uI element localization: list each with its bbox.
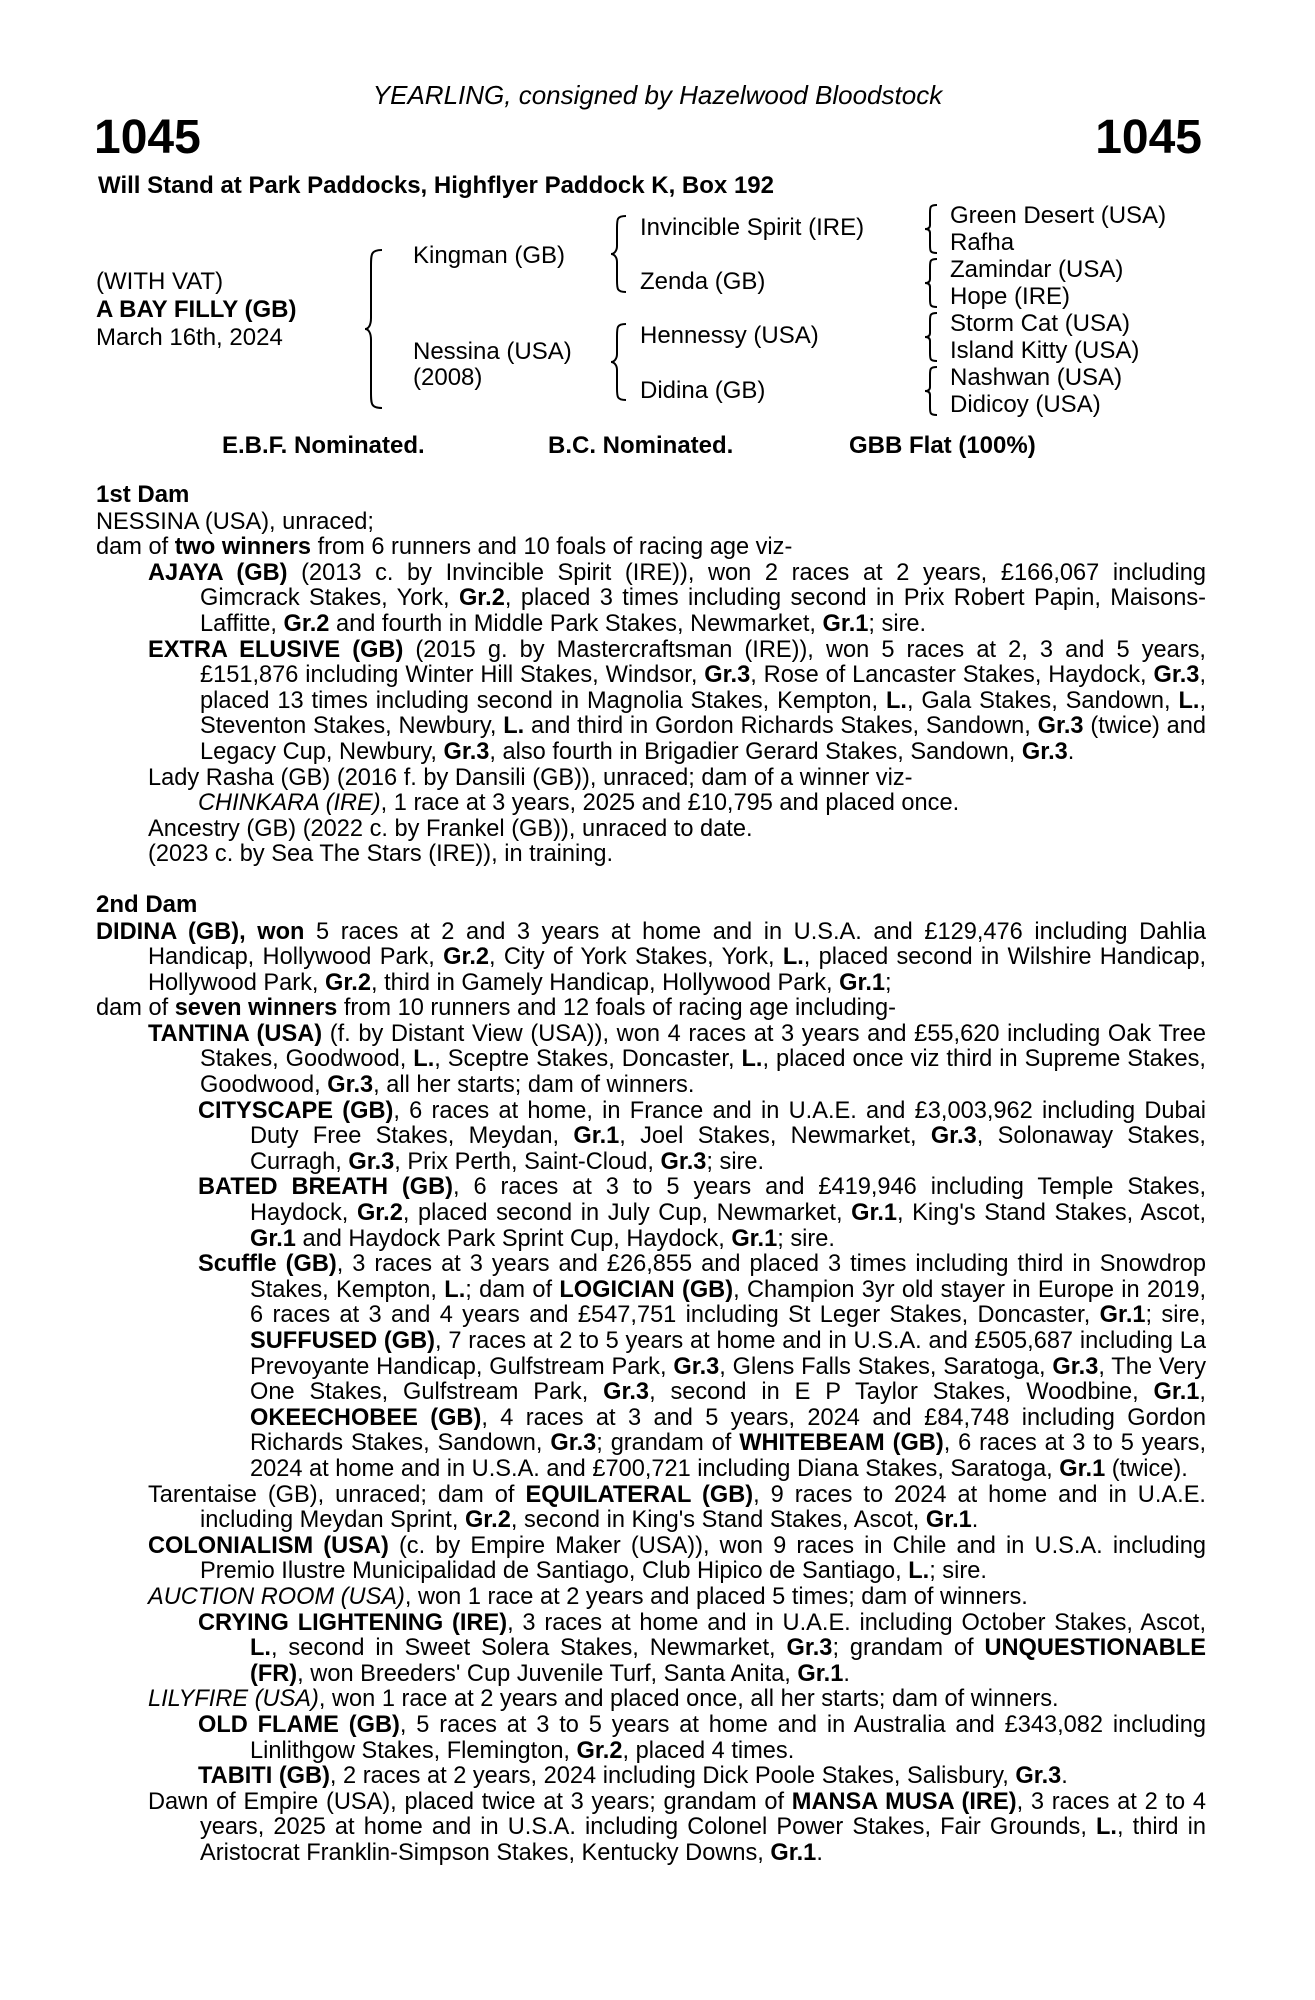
text-run: , placed second in Wilshire Handicap, Hollywood Park,: [148, 944, 1207, 996]
text-run: from 6 runners and 10 foals of racing age viz-: [311, 534, 793, 561]
text-run: Ancestry (GB) (2022 c. by Frankel (GB)), unraced to date.: [148, 815, 753, 842]
dam-sire: Hennessy (USA): [640, 322, 819, 349]
text-run: 5 races at 2 and 3 years at home and in U.S.A. and £129,476 including Dahlia Handicap, Hollywood Park,: [148, 918, 1206, 971]
lot-number-left: 1045: [94, 111, 201, 164]
pedigree-brace-g2: [924, 257, 940, 309]
text-run: CRYING LIGHTENING (IRE): [198, 1609, 508, 1636]
pedigree-brace-sire: [610, 214, 630, 294]
text-run: , second in E P Taylor Stakes, Woodbine,: [649, 1379, 1154, 1406]
text-run: ; grandam of: [596, 1430, 740, 1457]
text-run: , 7 races at 2 to 5 years at home and in U.S.A. and £505,687 including La Prevoyante Handicap, Gulfstream Park,: [250, 1328, 1207, 1380]
gbb-status: GBB Flat (100%): [849, 432, 1036, 459]
g-island-kitty: Island Kitty (USA): [950, 337, 1140, 364]
text-run: AJAYA (GB): [148, 559, 288, 586]
text-run: OKEECHOBEE (GB): [250, 1404, 482, 1431]
text-run: (2015 g. by Mastercraftsman (IRE)), won 5 races at 2, 3 and 5 years, £151,876 including Winter Hill Stakes, Windsor,: [200, 636, 1206, 689]
text-run: L.: [782, 944, 804, 971]
text-run: OLD FLAME (GB): [198, 1711, 400, 1738]
text-run: , placed 13 times including second in Magnolia Stakes, Kempton,: [200, 662, 1206, 714]
first-dam-heading: 1st Dam: [96, 481, 190, 508]
text-run: , placed once viz third in Supreme Stakes, Goodwood,: [200, 1046, 1206, 1099]
text-run: Gr.3: [1015, 1763, 1062, 1790]
text-run: (twice).: [1105, 1455, 1188, 1482]
text-run: L.: [1178, 687, 1200, 714]
text-run: ; grandam of: [832, 1635, 985, 1662]
text-run: Gr.1: [1059, 1455, 1106, 1482]
text-run: Gr.1: [250, 1225, 296, 1252]
dam-entry: [96, 510, 1206, 536]
text-run: , The Very One Stakes, Gulfstream Park,: [250, 1353, 1206, 1406]
text-run: , 3 races at home and in U.A.E. including October Stakes, Ascot,: [507, 1609, 1206, 1636]
text-run: ; sire.: [868, 610, 927, 637]
text-run: Gr.1: [822, 610, 869, 637]
ebf-nomination: E.B.F. Nominated.: [222, 432, 425, 459]
text-run: .: [816, 1839, 823, 1866]
text-run: Tarentaise (GB), unraced; dam of: [148, 1481, 526, 1508]
text-run: ; sire.: [706, 1148, 765, 1175]
text-run: , 9 races to 2024 at home and in U.A.E. including Meydan Sprint,: [200, 1481, 1206, 1534]
text-run: , second in King's Stand Stakes, Ascot,: [510, 1507, 926, 1534]
text-run: EQUILATERAL (GB): [525, 1481, 754, 1508]
text-run: , placed 3 times including second in Prix Robert Papin, Maisons-Laffitte,: [200, 585, 1206, 637]
g-zamindar: Zamindar (USA): [950, 256, 1124, 283]
sire-dam: Zenda (GB): [640, 268, 766, 295]
produce-entry: [96, 1534, 1206, 1585]
produce-entry: [96, 638, 1206, 766]
text-run: (c. by Empire Maker (USA)), won 9 races in Chile and in U.S.A. including Premio Ilustre Municipalidad de Santiago, Club Hipico de Santiago,: [200, 1532, 1206, 1585]
text-run: Gr.3: [1153, 662, 1200, 689]
text-run: ; sire.: [777, 1225, 835, 1252]
text-run: , placed second in July Cup, Newmarket,: [402, 1200, 852, 1227]
text-run: , City of York Stakes, York,: [489, 944, 783, 971]
sire-sire: Invincible Spirit (IRE): [640, 214, 865, 241]
text-run: , Steventon Stakes, Newbury,: [200, 687, 1206, 740]
text-run: dam of: [96, 995, 175, 1022]
text-run: Gr.2: [283, 610, 330, 637]
text-run: Gr.1: [573, 1123, 620, 1150]
text-run: , Gala Stakes, Sandown,: [906, 687, 1179, 714]
text-run: Dawn of Empire (USA), placed twice at 3 years; grandam of: [148, 1788, 792, 1815]
text-run: , won 1 race at 2 years and placed once, all her starts; dam of winners.: [318, 1686, 1059, 1713]
text-run: EXTRA ELUSIVE (GB): [148, 636, 404, 663]
text-run: .: [843, 1660, 850, 1687]
text-run: , 3 races at 2 to 4 years, 2025 at home and in U.S.A. including Colonel Power Stakes, Fair Grounds,: [200, 1788, 1206, 1841]
g-storm-cat: Storm Cat (USA): [950, 310, 1131, 337]
consignment-line: YEARLING, consigned by Hazelwood Bloodstock: [372, 80, 943, 110]
text-run: Gr.2: [458, 585, 505, 612]
g-rafha: Rafha: [950, 229, 1015, 256]
pedigree-brace-dam: [610, 322, 630, 402]
g-green-desert: Green Desert (USA): [950, 202, 1167, 229]
produce-entry: [96, 1585, 1206, 1611]
text-run: Gr.1: [797, 1660, 844, 1687]
produce-entry: [96, 766, 1206, 792]
text-run: and Haydock Park Sprint Cup, Haydock,: [295, 1225, 732, 1252]
produce-entry: [96, 1483, 1206, 1534]
text-run: , Solonaway Stakes, Curragh,: [250, 1123, 1206, 1175]
g-didicoy: Didicoy (USA): [950, 391, 1101, 418]
text-run: CITYSCAPE (GB): [198, 1097, 394, 1124]
vat-note: (WITH VAT): [96, 268, 224, 295]
text-run: NESSINA (USA), unraced;: [96, 508, 374, 535]
text-run: Gr.3: [327, 1072, 374, 1099]
text-run: , Glens Falls Stakes, Saratoga,: [719, 1353, 1053, 1380]
text-run: Gr.1: [839, 969, 886, 996]
text-run: seven winners: [174, 995, 338, 1022]
text-run: , Rose of Lancaster Stakes, Haydock,: [750, 662, 1154, 689]
dam-produce-summary: [96, 535, 1206, 561]
catalogue-body: [96, 482, 1206, 1866]
text-run: ,: [1199, 1379, 1206, 1406]
text-run: , 4 races at 3 and 5 years, 2024 and £84,748 including Gordon Richards Stakes, Sandown,: [250, 1404, 1206, 1457]
sire: Kingman (GB): [413, 242, 566, 269]
text-run: WHITEBEAM (GB): [739, 1430, 944, 1457]
text-run: Gr.3: [1052, 1353, 1099, 1380]
text-run: Gr.3: [673, 1353, 720, 1380]
text-run: Gr.1: [851, 1200, 898, 1227]
text-run: Gr.3: [1021, 738, 1068, 765]
second-dam-entry: [96, 920, 1206, 997]
second-dam-heading: 2nd Dam: [96, 890, 198, 918]
text-run: ; dam of: [465, 1276, 560, 1303]
text-run: Scuffle (GB): [198, 1251, 337, 1278]
text-run: , 3 races at 3 years and £26,855 and placed 3 times including third in Snowdrop Stakes, Kempton,: [250, 1251, 1206, 1303]
pedigree-brace-main: [364, 248, 386, 410]
text-run: Gr.2: [576, 1737, 623, 1764]
text-run: Gr.2: [464, 1507, 511, 1534]
pedigree-brace-g4: [924, 365, 940, 417]
text-run: Gr.3: [443, 738, 490, 765]
text-run: , won Breeders' Cup Juvenile Turf, Santa Anita,: [297, 1660, 798, 1687]
text-run: and third in Gordon Richards Stakes, Sandown,: [524, 713, 1038, 740]
grandproduce-entry: [96, 791, 1206, 817]
grandproduce-entry: [96, 1713, 1206, 1764]
text-run: Gr.1: [1099, 1302, 1146, 1329]
text-run: ; sire,: [1145, 1302, 1207, 1329]
text-run: Gr.1: [1153, 1379, 1200, 1406]
horse-name: A BAY FILLY (GB): [96, 296, 297, 323]
grandproduce-entry: [96, 1252, 1206, 1482]
text-run: Gr.2: [325, 969, 371, 996]
produce-entry: [96, 817, 1206, 843]
g-hope: Hope (IRE): [950, 283, 1071, 310]
text-run: Gr.3: [1037, 713, 1084, 740]
produce-entry: [96, 1022, 1206, 1099]
text-run: , 6 races at home, in France and in U.A.E. and £3,003,962 including Dubai Duty Free Stakes, Meydan,: [250, 1097, 1206, 1150]
pedigree-brace-g1: [924, 203, 940, 255]
text-run: .: [971, 1507, 979, 1534]
text-run: Gr.1: [731, 1225, 778, 1252]
text-run: UNQUESTIONABLE (FR): [250, 1635, 1206, 1687]
text-run: TABITI (GB): [198, 1763, 330, 1790]
text-run: Gr.3: [348, 1148, 395, 1175]
text-run: AUCTION ROOM (USA): [148, 1583, 405, 1610]
grandproduce-entry: [96, 1611, 1206, 1688]
text-run: , Prix Perth, Saint-Cloud,: [394, 1148, 661, 1175]
grandproduce-entry: [96, 1175, 1206, 1252]
text-run: , second in Sweet Solera Stakes, Newmarket,: [270, 1635, 787, 1662]
produce-entry: [96, 842, 1206, 868]
text-run: , King's Stand Stakes, Ascot,: [897, 1200, 1207, 1227]
text-run: (twice) and Legacy Cup, Newbury,: [200, 713, 1206, 765]
text-run: L.: [413, 1046, 435, 1073]
text-run: Gr.3: [660, 1148, 707, 1175]
produce-entry: [96, 561, 1206, 638]
text-run: , won 1 race at 2 years and placed 5 times; dam of winners.: [404, 1583, 1028, 1610]
text-run: Gr.2: [443, 944, 490, 971]
text-run: SUFFUSED (GB): [250, 1328, 436, 1354]
text-run: Gr.1: [770, 1839, 817, 1866]
text-run: , Champion 3yr old stayer in Europe in 2019, 6 races at 3 and 4 years and £547,751 including St Leger Stakes, Doncaster,: [250, 1276, 1207, 1329]
text-run: from 10 runners and 12 foals of racing age including-: [337, 995, 897, 1022]
text-run: MANSA MUSA (IRE): [791, 1788, 1017, 1815]
produce-entry: [96, 1790, 1206, 1867]
text-run: ; sire.: [929, 1558, 987, 1585]
text-run: Gr.1: [925, 1507, 972, 1534]
text-run: L.: [908, 1558, 930, 1585]
text-run: L.: [250, 1635, 271, 1662]
foaling-date: March 16th, 2024: [96, 324, 283, 351]
text-run: BATED BREATH (GB): [198, 1174, 454, 1201]
text-run: (2013 c. by Invincible Spirit (IRE)), won 2 races at 2 years, £166,067 including Gimcrack Stakes, York,: [200, 559, 1206, 612]
pedigree-brace-g3: [924, 311, 940, 363]
text-run: .: [1067, 738, 1075, 765]
produce-entry: [96, 1687, 1206, 1713]
text-run: TANTINA (USA): [148, 1020, 323, 1047]
text-run: Gr.3: [603, 1379, 650, 1406]
grandproduce-entry: [96, 1764, 1206, 1790]
lot-number-right: 1045: [1095, 111, 1202, 164]
text-run: Gr.2: [356, 1200, 403, 1227]
text-run: L.: [444, 1276, 466, 1303]
text-run: , 6 races at 3 to 5 years and £419,946 including Temple Stakes, Haydock,: [250, 1174, 1207, 1227]
text-run: .: [1061, 1763, 1068, 1790]
text-run: , 6 races at 3 to 5 years, 2024 at home and in U.S.A. and £700,721 including Diana Stakes, Saratoga,: [250, 1430, 1207, 1482]
text-run: , Joel Stakes, Newmarket,: [619, 1123, 931, 1150]
text-run: Gr.3: [550, 1430, 597, 1457]
dam: Nessina (USA): [413, 338, 572, 365]
text-run: L.: [885, 687, 907, 714]
bc-nomination: B.C. Nominated.: [548, 432, 734, 459]
second-dam-produce-summary: [96, 996, 1206, 1022]
text-run: Gr.3: [704, 662, 751, 689]
text-run: , third in Gamely Handicap, Hollywood Park,: [370, 969, 840, 996]
text-run: L.: [741, 1046, 763, 1073]
text-run: Gr.3: [786, 1635, 833, 1662]
text-run: and fourth in Middle Park Stakes, Newmarket,: [329, 610, 823, 637]
dam-year: (2008): [413, 364, 483, 391]
text-run: L.: [503, 713, 525, 740]
text-run: L.: [1096, 1814, 1117, 1841]
text-run: COLONIALISM (USA): [148, 1532, 389, 1559]
text-run: ;: [885, 969, 892, 996]
text-run: , 5 races at 3 to 5 years at home and in Australia and £343,082 including Linlithgow Stakes, Flemington,: [250, 1711, 1206, 1764]
text-run: LILYFIRE (USA): [148, 1686, 319, 1713]
text-run: , 2 races at 2 years, 2024 including Dick Poole Stakes, Salisbury,: [329, 1763, 1016, 1790]
grandproduce-entry: [96, 1099, 1206, 1176]
text-run: (f. by Distant View (USA)), won 4 races at 3 years and £55,620 including Oak Tree Stakes, Goodwood,: [200, 1020, 1206, 1073]
text-run: LOGICIAN (GB): [559, 1276, 734, 1303]
text-run: , also fourth in Brigadier Gerard Stakes, Sandown,: [489, 738, 1022, 765]
text-run: , 1 race at 3 years, 2025 and £10,795 and placed once.: [380, 790, 960, 817]
dam-dam: Didina (GB): [640, 377, 766, 404]
text-run: Gr.3: [930, 1123, 977, 1150]
text-run: , Sceptre Stakes, Doncaster,: [434, 1046, 742, 1073]
text-run: , third in Aristocrat Franklin-Simpson Stakes, Kentucky Downs,: [200, 1814, 1206, 1866]
g-nashwan: Nashwan (USA): [950, 364, 1123, 391]
text-run: CHINKARA (IRE): [198, 790, 381, 817]
text-run: , all her starts; dam of winners.: [373, 1072, 695, 1099]
text-run: (2023 c. by Sea The Stars (IRE)), in training.: [148, 841, 614, 868]
text-run: DIDINA (GB), won: [96, 918, 305, 945]
text-run: dam of: [96, 534, 175, 561]
text-run: two winners: [174, 534, 312, 561]
stand-location: Will Stand at Park Paddocks, Highflyer Paddock K, Box 192: [98, 172, 774, 199]
text-run: Lady Rasha (GB) (2016 f. by Dansili (GB)), unraced; dam of a winner viz-: [148, 764, 913, 791]
text-run: , placed 4 times.: [622, 1737, 795, 1764]
